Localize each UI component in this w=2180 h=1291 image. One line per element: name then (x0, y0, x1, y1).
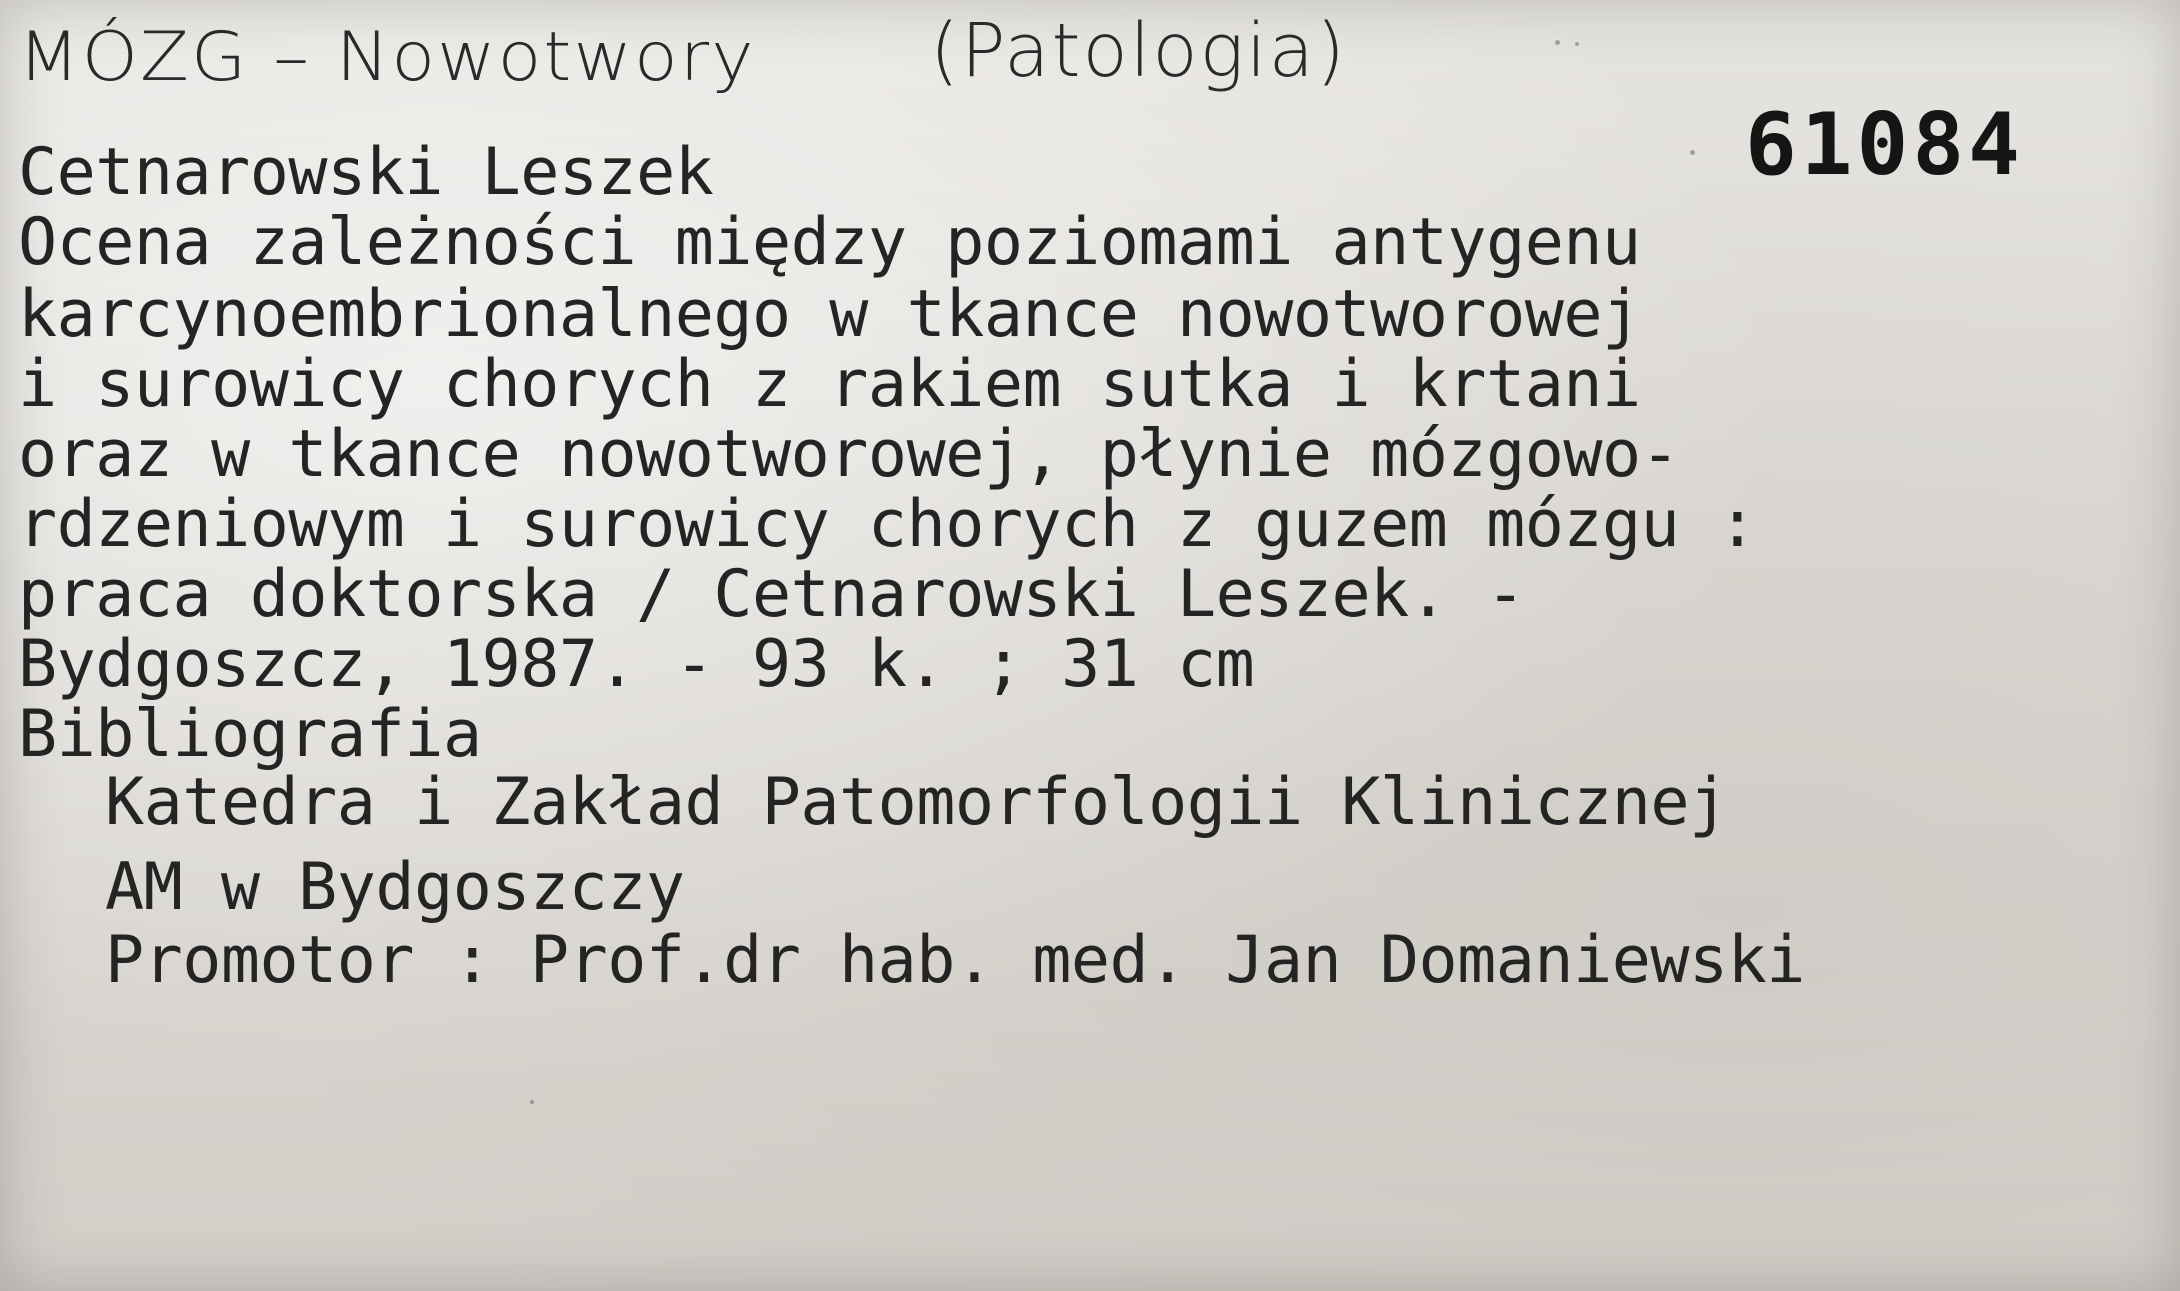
title-line-2: karcynoembrionalnego w tkance nowotworowej (18, 277, 1641, 352)
title-line-3: i surowicy chorych z rakiem sutka i krtani (18, 347, 1641, 422)
title-line-4: oraz w tkance nowotworowej, płynie mózgowo- (18, 417, 1680, 492)
promoter-line: Promotor : Prof.dr hab. med. Jan Domaniewski (105, 923, 1805, 998)
dust-speck (530, 1100, 534, 1104)
title-line-1: Ocena zależności między poziomami antygenu (18, 205, 1641, 280)
imprint-line: Bydgoszcz, 1987. - 93 k. ; 31 cm (18, 627, 1255, 702)
title-line-5: rdzeniowym i surowicy chorych z guzem mózgu : (18, 487, 1757, 562)
dust-speck (1575, 42, 1579, 46)
dust-speck (1690, 150, 1695, 155)
subject-subdivision: (Patologia) (930, 8, 1347, 94)
institution-line-1: Katedra i Zakład Patomorfologii Klinicznej (105, 765, 1728, 840)
note-bibliography: Bibliografia (18, 697, 482, 772)
author-line: Cetnarowski Leszek (18, 135, 714, 210)
call-number: 61084 (1745, 95, 2024, 195)
institution-line-2: AM w Bydgoszczy (105, 850, 685, 925)
title-line-6: praca doktorska / Cetnarowski Leszek. - (18, 557, 1525, 632)
subject-heading: MÓZG – Nowotwory (18, 18, 756, 97)
dust-speck (1555, 40, 1560, 45)
dust-speck (1510, 960, 1513, 963)
